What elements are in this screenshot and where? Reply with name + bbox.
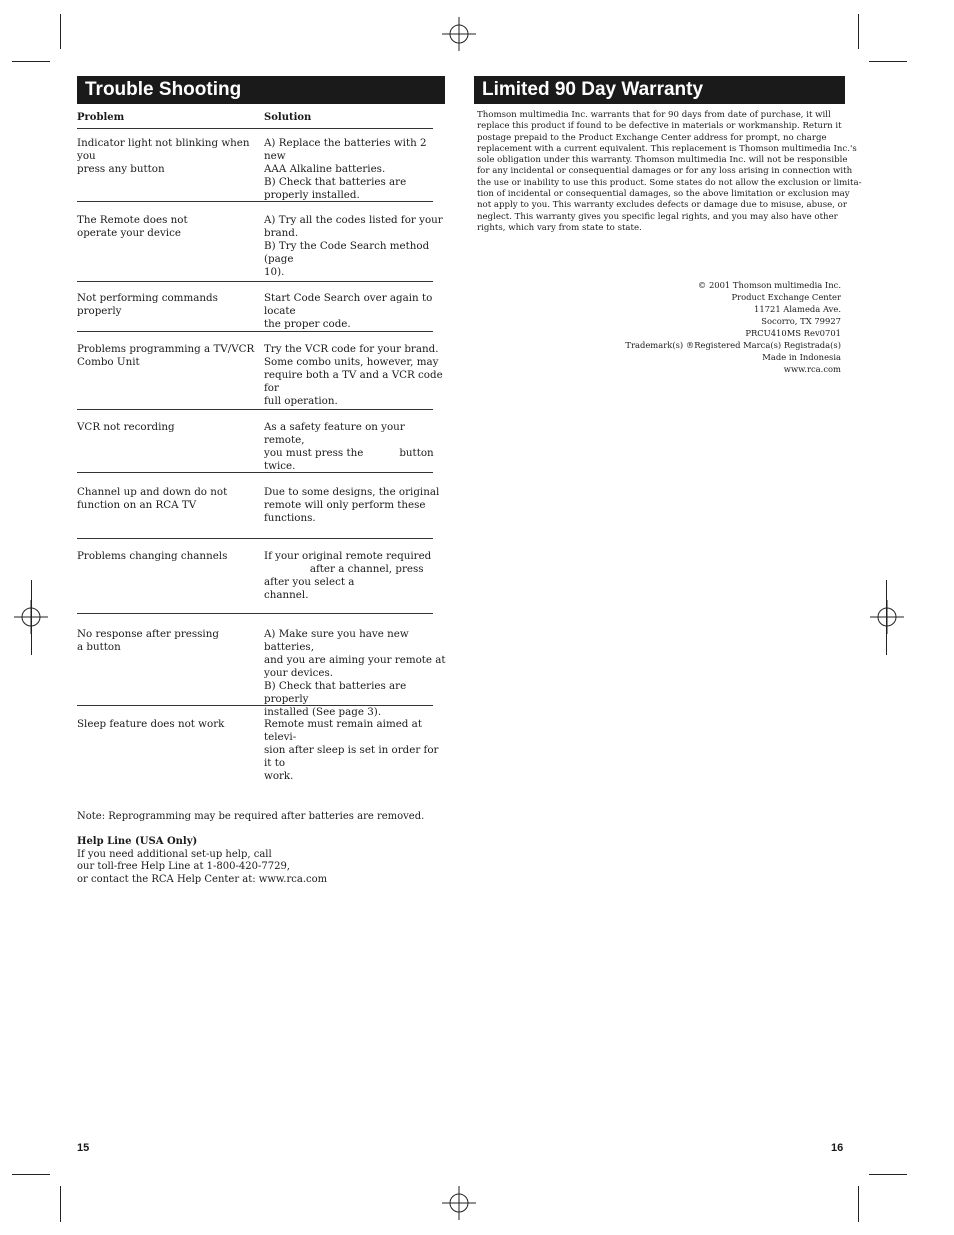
help-line xyxy=(77,836,327,886)
solution-cell: As a safety feature on your remote, you must press the button twice. xyxy=(264,421,434,472)
solution-cell: A) Replace the batteries with 2 new AAA Alkaline batteries. B) Check that batteries are properly installed. xyxy=(264,137,430,201)
page-number-left: 15 xyxy=(77,1142,90,1154)
crop-mark xyxy=(12,1174,50,1175)
solution-cell: Start Code Search over again to locate the proper code. xyxy=(264,292,436,330)
registration-mark-icon xyxy=(442,1186,476,1220)
table-row xyxy=(77,473,440,539)
note: Note: Reprogramming may be required after batteries are removed. xyxy=(77,811,425,822)
problem-cell: Indicator light not blinking when you press any button xyxy=(77,137,250,175)
solution-cell: Remote must remain aimed at televi- sion after sleep is set in order for it to work. xyxy=(264,718,442,782)
table-row xyxy=(77,202,443,282)
table-row xyxy=(77,539,433,614)
registration-mark-icon xyxy=(442,17,476,51)
crop-mark xyxy=(12,61,50,62)
crop-mark xyxy=(31,580,32,655)
table-row xyxy=(77,614,446,718)
crop-mark xyxy=(858,1186,859,1222)
crop-mark xyxy=(886,580,887,655)
solution-cell: Try the VCR code for your brand. Some combo units, however, may require both a TV and a VCR code for full operation. xyxy=(264,343,446,407)
solution-cell: If your original remote required after a channel, press after you select a channel. xyxy=(264,550,432,601)
column-header-solution: Solution xyxy=(264,112,312,123)
table-row xyxy=(77,332,446,410)
troubleshooting-title: Trouble Shooting xyxy=(77,76,445,104)
crop-mark xyxy=(858,14,859,49)
problem-cell: VCR not recording xyxy=(77,421,175,433)
solution-cell: A) Make sure you have new batteries, and you are aiming your remote at your devices. B) Check that batteries are properly installed (See page 3). xyxy=(264,628,446,718)
solution-cell: Due to some designs, the original remote will only perform these functions. xyxy=(264,486,440,524)
problem-cell: Sleep feature does not work xyxy=(77,718,225,730)
table-row xyxy=(77,128,433,202)
problem-cell: Channel up and down do not function on an RCA TV xyxy=(77,486,228,511)
help-line-text: our toll-free Help Line at 1-800-420-7729, xyxy=(77,861,290,872)
column-header-problem: Problem xyxy=(77,112,125,123)
address-block: © 2001 Thomson multimedia Inc. Product Exchange Center 11721 Alameda Ave. Socorro, TX 79927 PRCU410MS Rev0701 Trademark(s) ®Registered Marca(s) Registrada(s) Made in Indonesia www.rca.com xyxy=(625,280,841,374)
table-row xyxy=(77,410,433,473)
crop-mark xyxy=(869,1174,907,1175)
page-number-right: 16 xyxy=(831,1142,844,1154)
table-row xyxy=(77,282,436,332)
problem-cell: No response after pressing a button xyxy=(77,628,219,653)
problem-cell: Problems changing channels xyxy=(77,550,228,562)
table-row xyxy=(77,706,442,782)
warranty-title: Limited 90 Day Warranty xyxy=(474,76,845,104)
help-line-title: Help Line (USA Only) xyxy=(77,836,198,847)
warranty-body: Thomson multimedia Inc. warrants that for 90 days from date of purchase, it will replace this product if found to be defective in materials or workmanship. Return it postage prepaid to the Product Exchange Center address for prompt, no charge replacement with a current equivalent. This replacement is Thomson multimedia Inc.'s sole obligation under this warranty. Thomson multimedia Inc. will not be responsible for any incidental or consequential damages or for any loss arising in connection with the use or inability to use this product. Some states do not allow the exclusion or limita- tion of incidental or consequential damages, so the above limitation or exclusion may not apply to you. This warranty excludes defects or damage due to misuse, abuse, or neglect. This warranty gives you specific legal rights, and you may also have other rights, which vary from state to state. xyxy=(477,110,862,233)
problem-cell: Problems programming a TV/VCR Combo Unit xyxy=(77,343,255,368)
crop-mark xyxy=(60,1186,61,1222)
table-header xyxy=(77,110,433,129)
registration-mark-icon xyxy=(870,600,904,634)
help-line-text: or contact the RCA Help Center at: www.rca.com xyxy=(77,873,328,885)
solution-cell: A) Try all the codes listed for your brand. B) Try the Code Search method (page 10). xyxy=(264,214,443,278)
crop-mark xyxy=(60,14,61,49)
problem-cell: Not performing commands properly xyxy=(77,292,218,317)
help-line-text: If you need additional set-up help, call xyxy=(77,848,272,860)
crop-mark xyxy=(869,61,907,62)
problem-cell: The Remote does not operate your device xyxy=(77,214,188,239)
